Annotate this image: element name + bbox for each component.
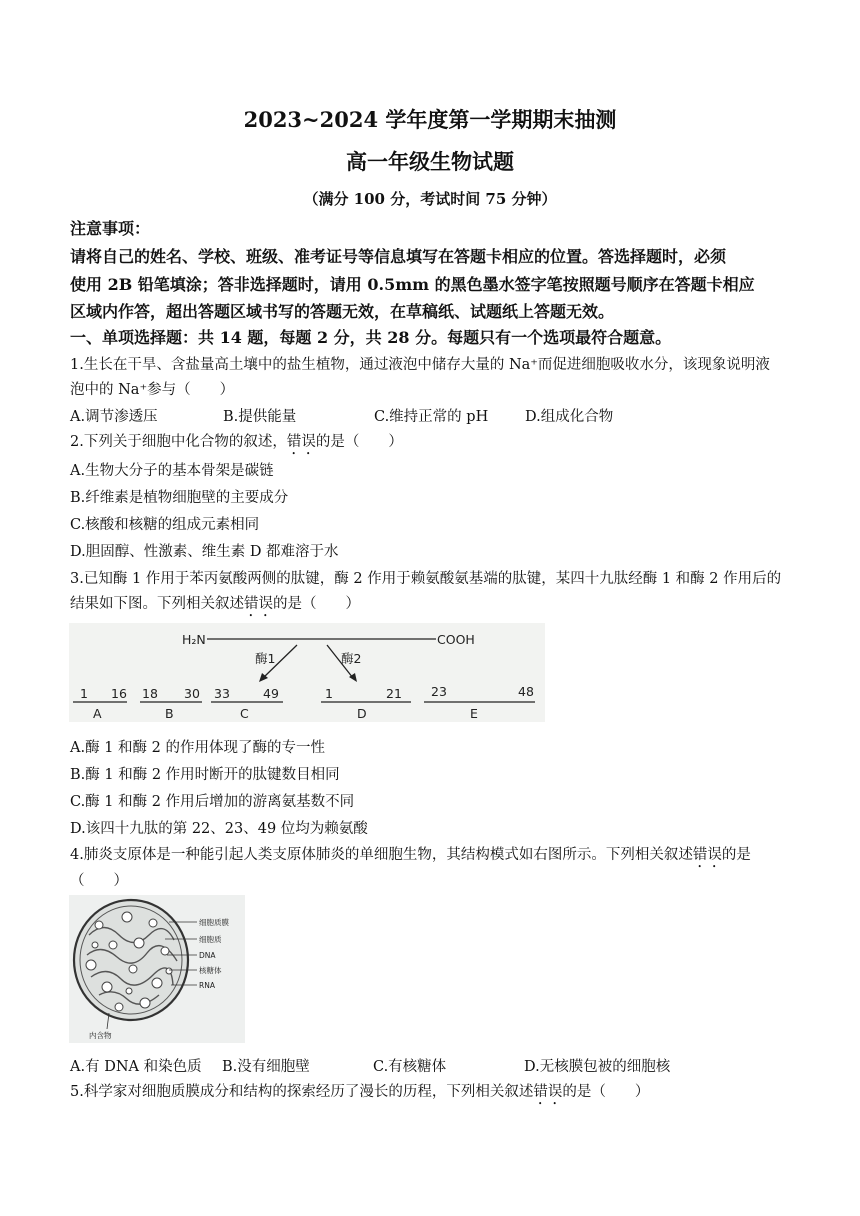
fragment-c-start: 33 (214, 686, 230, 701)
label-cytoplasm: 细胞质 (199, 935, 222, 944)
q5-stem-key: 错误 (533, 1084, 563, 1100)
q2-option-a: A.生物大分子的基本骨架是碳链 (70, 463, 274, 479)
fragment-b-name: B (165, 706, 174, 721)
q3-option-d: D.该四十九肽的第 22、23、49 位均为赖氨酸 (70, 821, 368, 837)
fragment-a-end: 16 (111, 686, 127, 701)
q3-line-1: 3.已知酶 1 作用于苯丙氨酸两侧的肽键，酶 2 作用于赖氨酸氨基端的肽键，某四十九肽经酶 1 和酶 2 作用后的 (70, 571, 782, 587)
q4-line-1 (70, 843, 751, 871)
fragment-a-start: 1 (80, 686, 88, 701)
peptide-n-terminus: H₂N (182, 632, 206, 647)
q1-option-c: C.维持正常的 pH (374, 409, 489, 425)
enzyme2-label: 酶2 (341, 651, 362, 666)
fragment-e-name: E (470, 706, 478, 721)
mycoplasma-figure (69, 895, 245, 1043)
q4-line-2: （ ） (70, 873, 128, 889)
q3-line-2 (70, 592, 360, 620)
fragment-b-start: 18 (142, 686, 158, 701)
q2-option-d: D.胆固醇、性激素、维生素 D 都难溶于水 (70, 544, 339, 560)
fragment-d-start: 1 (325, 686, 333, 701)
enzyme1-label: 酶1 (255, 651, 276, 666)
fragment-b-end: 30 (184, 686, 200, 701)
q4-option-d: D.无核膜包被的细胞核 (524, 1059, 671, 1075)
exam-meta: （满分 100 分，考试时间 75 分钟） (303, 190, 557, 208)
fragment-a-name: A (93, 706, 102, 721)
q5-stem (70, 1080, 649, 1108)
fragment-c-end: 49 (263, 686, 279, 701)
mycoplasma-diagram (69, 895, 245, 1043)
q2-stem-pre: 2.下列关于细胞中化合物的叙述， (70, 434, 287, 450)
section-heading: 一、单项选择题：共 14 题，每题 2 分，共 28 分。每题只有一个选项最符合题意。 (70, 328, 672, 347)
q4-option-c: C.有核糖体 (373, 1059, 447, 1075)
notice-line-1: 请将自己的姓名、学校、班级、准考证号等信息填写在答题卡相应的位置。答选择题时，必须 (70, 247, 727, 266)
q4-line-1-post: 的是 (721, 847, 751, 863)
exam-title: 2023~2024 学年度第一学期期末抽测 (243, 107, 617, 132)
fragment-d-end: 21 (386, 686, 402, 701)
label-ribosome: 核糖体 (199, 966, 222, 975)
q2-stem-key: 错误 (286, 434, 316, 450)
peptide-c-terminus: COOH (437, 632, 475, 647)
q1-line-2: 泡中的 Na⁺参与（ ） (70, 382, 235, 398)
q4-option-a: A.有 DNA 和染色质 (70, 1059, 202, 1075)
label-dna: DNA (199, 951, 216, 960)
label-cell-membrane: 细胞质膜 (199, 918, 229, 927)
q4-option-b: B.没有细胞壁 (222, 1059, 310, 1075)
q2-option-b: B.纤维素是植物细胞壁的主要成分 (70, 490, 289, 506)
q4-line-1-pre: 4.肺炎支原体是一种能引起人类支原体肺炎的单细胞生物，其结构模式如右图所示。下列相关叙述 (70, 847, 693, 863)
q3-line-2-pre: 结果如下图。下列相关叙述 (70, 596, 244, 612)
notice-heading: 注意事项： (70, 219, 151, 238)
q1-option-b: B.提供能量 (223, 409, 297, 425)
peptide-diagram (69, 623, 545, 722)
exam-subject: 高一年级生物试题 (346, 149, 514, 174)
fragment-e-end: 48 (518, 684, 534, 699)
q2-stem-post: 的是（ ） (315, 434, 403, 450)
q2-stem (70, 430, 403, 458)
fragment-c-name: C (240, 706, 249, 721)
notice-line-3: 区域内作答，超出答题区域书写的答题无效，在草稿纸、试题纸上答题无效。 (70, 302, 615, 321)
q4-line-1-key: 错误 (692, 847, 722, 863)
q3-line-2-key: 错误 (244, 596, 273, 612)
fragment-e-start: 23 (431, 684, 447, 699)
peptide-cleavage-figure (69, 623, 545, 722)
q3-line-2-post: 的是（ ） (273, 596, 360, 612)
fragment-d-name: D (357, 706, 367, 721)
q5-stem-post: 的是（ ） (562, 1084, 650, 1100)
label-rna: RNA (199, 981, 215, 990)
label-inclusions: 内含物 (89, 1031, 112, 1040)
q3-option-c: C.酶 1 和酶 2 作用后增加的游离氨基数不同 (70, 794, 355, 810)
q3-option-b: B.酶 1 和酶 2 作用时断开的肽键数目相同 (70, 767, 340, 783)
q3-option-a: A.酶 1 和酶 2 的作用体现了酶的专一性 (70, 740, 325, 756)
q1-option-a: A.调节渗透压 (70, 409, 158, 425)
notice-line-2: 使用 2B 铅笔填涂；答非选择题时，请用 0.5mm 的黑色墨水签字笔按照题号顺序在答题卡相应 (70, 275, 755, 294)
q5-stem-pre: 5.科学家对细胞质膜成分和结构的探索经历了漫长的历程，下列相关叙述 (70, 1084, 534, 1100)
q1-line-1: 1.生长在干旱、含盐量高土壤中的盐生植物，通过液泡中储存大量的 Na⁺而促进细胞吸收水分，该现象说明液 (70, 357, 770, 373)
q2-option-c: C.核酸和核糖的组成元素相同 (70, 517, 260, 533)
q1-option-d: D.组成化合物 (525, 409, 614, 425)
